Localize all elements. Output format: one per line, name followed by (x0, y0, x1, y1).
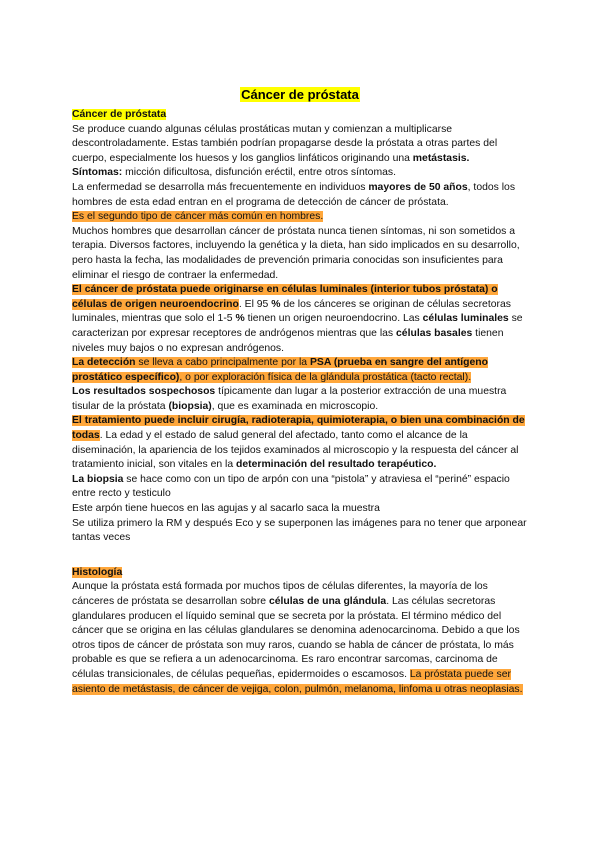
section-heading-cancer: Cáncer de próstata (72, 109, 167, 120)
document-title: Cáncer de próstata (241, 87, 359, 102)
paragraph-origin: El cáncer de próstata puede originarse en células luminales (interior tubos próstata) o células de origen neuroendocrino. El 95 % de los cánceres se originan de células secretoras luminales, mientras que solo el 1-5 % tienen un origen neuroendocrino. Las células luminales se caracterizan por expresar receptores de andrógenos mientras que las células basales tienen niveles muy bajos o no expresan andrógenos. (72, 284, 523, 354)
paragraph-symptoms: Síntomas: micción dificultosa, disfunción eréctil, entre otros síntomas. (72, 167, 396, 179)
paragraph-harpoon: Este arpón tiene huecos en las agujas y al sacarlo saca la muestra (72, 503, 380, 515)
paragraph-imaging: Se utiliza primero la RM y después Eco y se superponen las imágenes para no tener que arponear tantas veces (72, 517, 527, 544)
section-heading-histology: Histología (72, 566, 123, 578)
paragraph-treatment: El tratamiento puede incluir cirugía, radioterapia, quimioterapia, o bien una combinación de todas. La edad y el estado de salud general del afectado, tanto como el alcance de la diseminación, la apariencia de los tejidos examinados al microscopio y la respuesta del cáncer al tratamiento inicial, son vitales en la determinación del resultado terapéutico. (72, 415, 525, 471)
paragraph-no-symptoms: Muchos hombres que desarrollan cáncer de próstata nunca tienen síntomas, ni son sometidos a terapia. Diversos factores, incluyendo la genética y la dieta, han sido implicados en su desarrollo, pero hasta la fecha, las modalidades de prevención primaria conocidas son insuficientes para eliminar el riesgo de contraer la enfermedad. (72, 225, 520, 281)
document-body (72, 108, 530, 697)
paragraph-histology: Aunque la próstata está formada por muchos tipos de células diferentes, la mayoría de los cánceres de próstata se desarrollan sobre células de una glándula. Las células secretoras glandulares producen el líquido seminal que se secreta por la próstata. El término médico del cáncer que se origina en las células glandulares se denomina adenocarcinoma. Debido a que los otros tipos de cáncer de próstata son muy raros, cuando se habla de cáncer de próstata, lo más probable es que se refiera a un adenocarcinoma. Es raro encontrar sarcomas, carcinoma de células transicionales, de células pequeñas, epidermoides o escamosos. La próstata puede ser asiento de metástasis, de cáncer de vejiga, colon, pulmón, melanoma, linfoma u otras neoplasias. (72, 581, 523, 695)
paragraph-age: La enfermedad se desarrolla más frecuentemente en individuos mayores de 50 años, todos los hombres de esta edad entran en el programa de detección de cáncer de próstata. (72, 181, 516, 208)
paragraph-second-type: Es el segundo tipo de cáncer más común en hombres. (72, 211, 324, 223)
paragraph-biopsy: La biopsia se hace como con un tipo de arpón con una “pistola” y atraviesa el “periné” espacio entre recto y testiculo (72, 473, 510, 500)
paragraph-detection: La detección se lleva a cabo principalmente por la PSA (prueba en sangre del antígeno prostático específico), o por exploración física de la glándula prostática (tacto rectal). (72, 357, 488, 383)
paragraph-biopsy-results: Los resultados sospechosos típicamente dan lugar a la posterior extracción de una muestra tisular de la próstata (biopsia), que es examinada en microscopio. (72, 386, 507, 412)
paragraph-definition: Se produce cuando algunas células prostáticas mutan y comienzan a multiplicarse descontroladamente. Estas también podrían propagarse desde la próstata a otras partes del cuerpo, especialmente los huesos y los ganglios linfáticos originando una metástasis. (72, 123, 498, 164)
